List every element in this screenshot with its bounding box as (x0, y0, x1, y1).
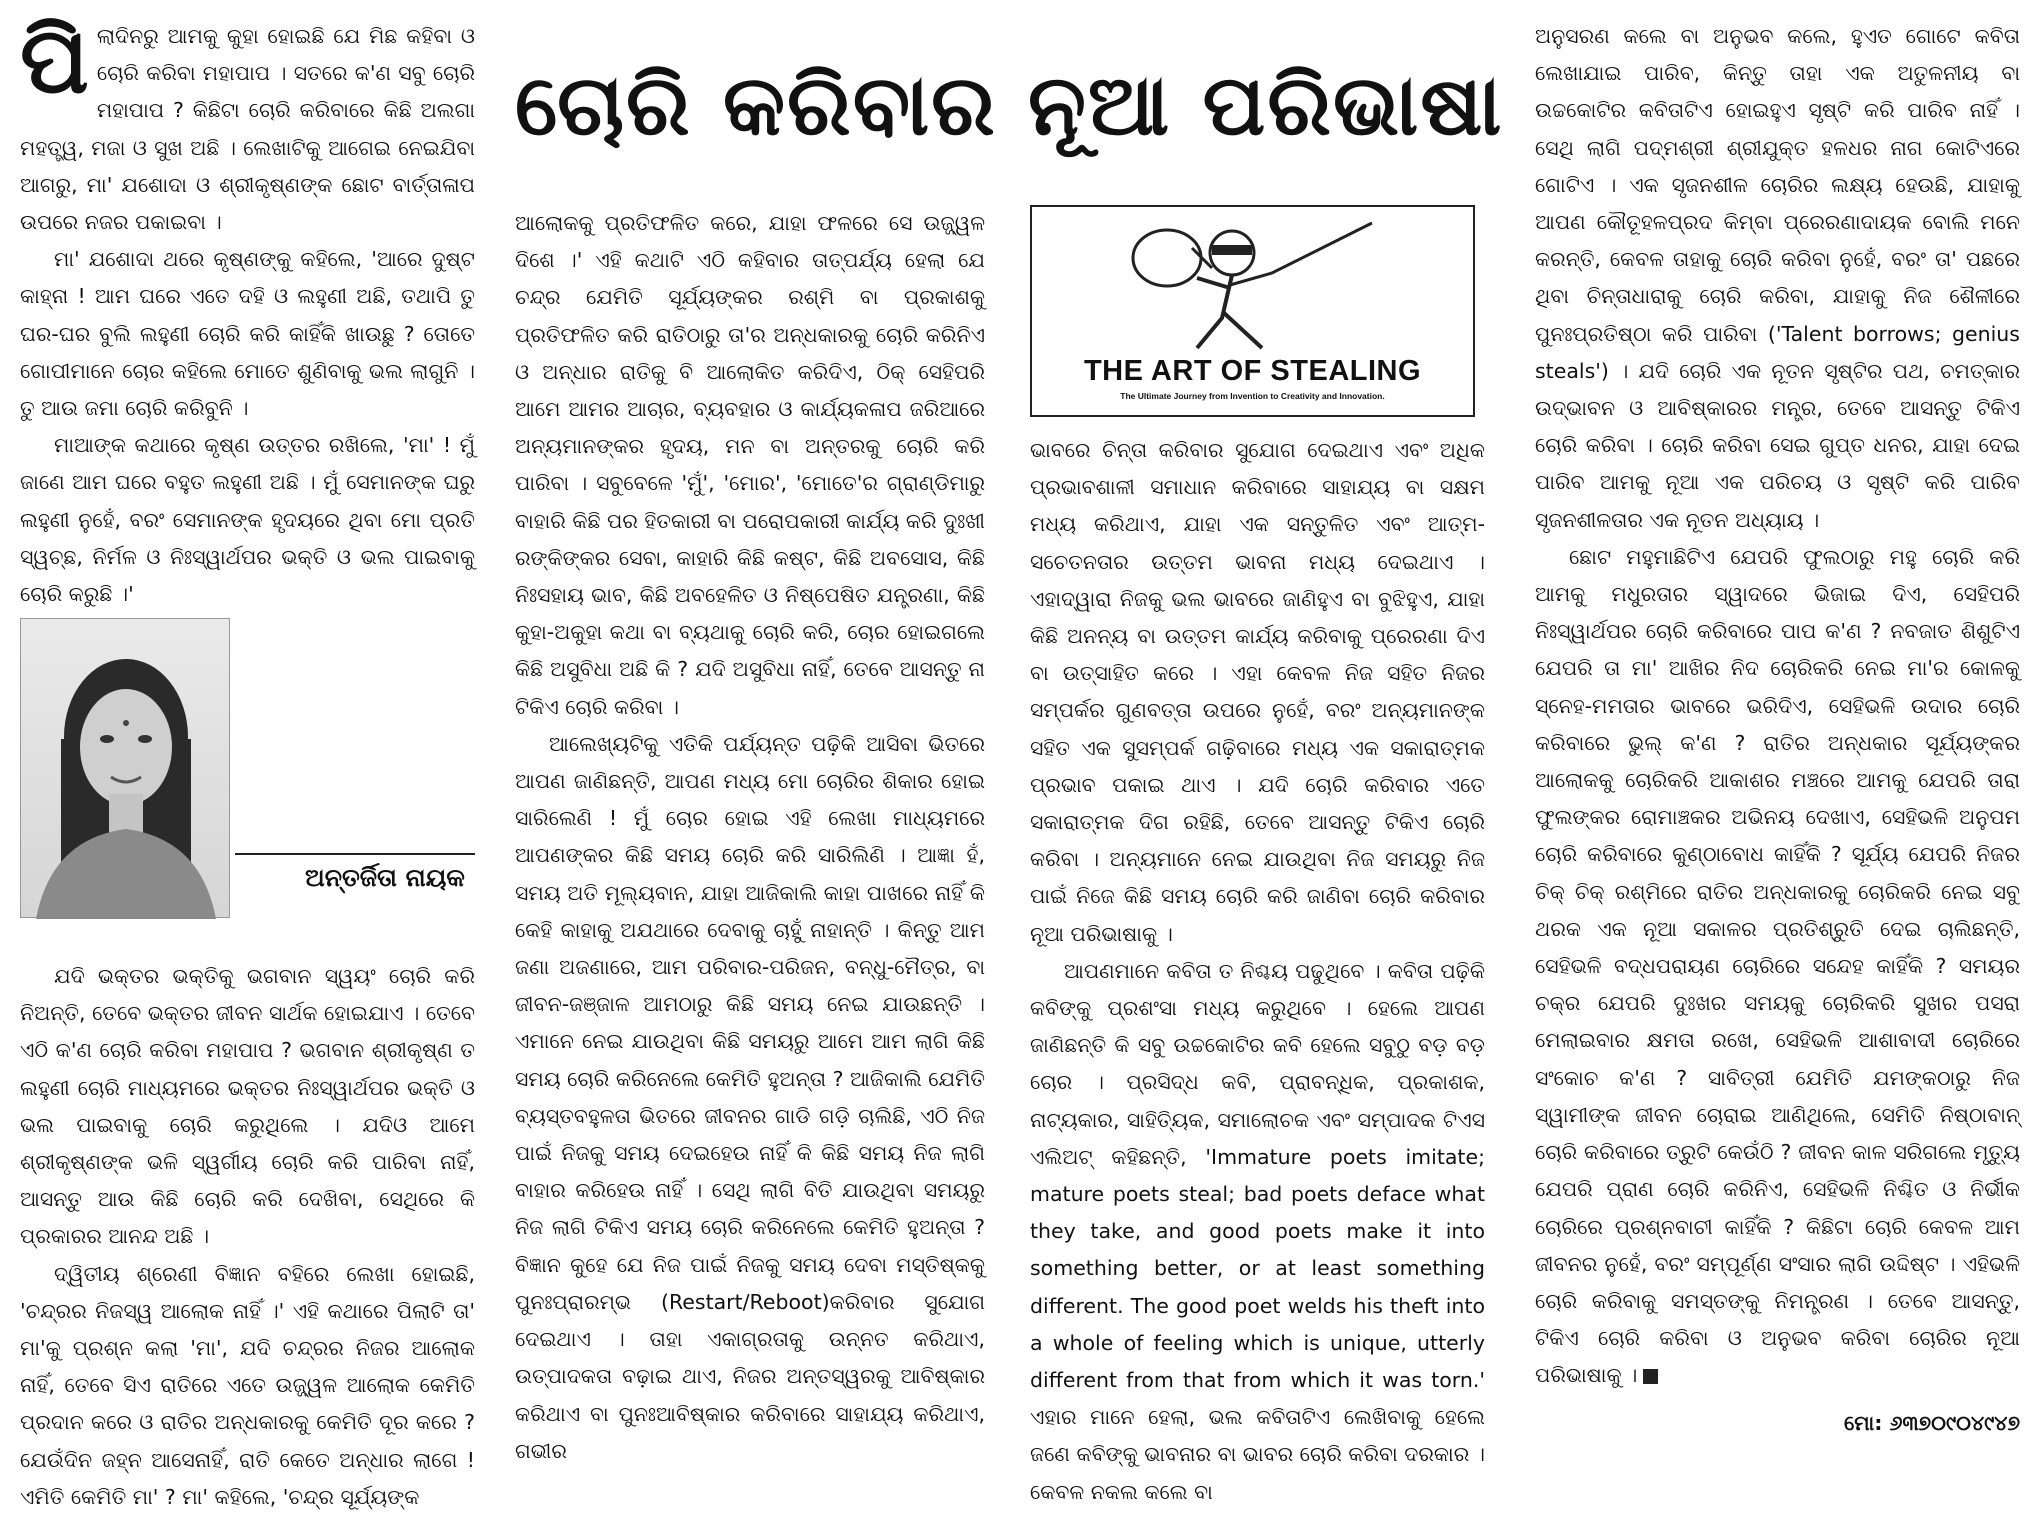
article-paragraph: ପିଲାଦିନରୁ ଆମକୁ କୁହା ହୋଇଛି ଯେ ମିଛ କହିବା ଓ ଚୋରି କରିବା ମହାପାପ । ସତରେ କ'ଣ ସବୁ ଚୋରି ମହାପାପ ? କିଛିଟା ଚୋରି କରିବାରେ କିଛି ଅଲଗା ମହତ୍ତ୍ୱ, ମଜା ଓ ସୁଖ ଅଛି । ଲେଖାଟିକୁ ଆଗେଇ ନେଇଯିବା ଆଗରୁ, ମା' ଯଶୋଦା ଓ ଶ୍ରୀକୃଷ୍ଣଙ୍କ ଛୋଟ ବାର୍ତ୍ତାଳାପ ଉପରେ ନଜର ପକାଇବା । (20, 7, 475, 235)
article-paragraph: ମାଆଙ୍କ କଥାରେ କୃଷ୍ଣ ଉତ୍ତର ରଖିଲେ, 'ମା' ! ମୁଁ ଜାଣେ ଆମ ଘରେ ବହୁତ ଲହୁଣୀ ଅଛି । ମୁଁ ସେମାନଙ୍କ ଘରୁ ଲହୁଣୀ ନୁହେଁ, ବରଂ ସେମାନଙ୍କ ହୃଦୟରେ ଥିବା ମୋ ପ୍ରତି ସ୍ୱଚ୍ଛ, ନିର୍ମଳ ଓ ନିଃସ୍ୱାର୍ଥପର ଭକ୍ତି ଓ ଭଲ ପାଇବାକୁ ଚୋରି କରୁଛି ।' (20, 433, 475, 607)
article-paragraph: ଆଲେଖ୍ୟଟିକୁ ଏତିକି ପର୍ଯ୍ୟନ୍ତ ପଢ଼ିକି ଆସିବା ଭିତରେ ଆପଣ ଜାଣିଛନ୍ତି, ଆପଣ ମଧ୍ୟ ମୋ ଚୋରିର ଶିକାର ହୋଇ ସାରିଲେଣି ! ମୁଁ ଚୋର ହୋଇ ଏହି ଲେଖା ମାଧ୍ୟମରେ ଆପଣଙ୍କର କିଛି ସମୟ ଚୋରି କରି ସାରିଲିଣି । ଆଜ୍ଞା ହଁ, ସମୟ ଅତି ମୂଲ୍ୟବାନ, ଯାହା ଆଜିକାଲି କାହା ପାଖରେ ନାହିଁ କି କେହି କାହାକୁ ଅଯଥାରେ ଦେବାକୁ ଚାହୁଁ ନାହାନ୍ତି । କିନ୍ତୁ ଆମ ଜଣା ଅଜଣାରେ, ଆମ ପରିବାର-ପରିଜନ, ବନ୍ଧୁ-ମୈତ୍ର, ବା ଜୀବନ-ଜଞ୍ଜାଳ ଆମଠାରୁ କିଛି ସମୟ ନେଇ ଯାଉଛନ୍ତି । ଏମାନେ ନେଇ ଯାଉଥିବା କିଛି ସମୟରୁ ଆମେ ଆମ ଲାଗି କିଛି ସମୟ ଚୋରି କରିନେଲେ କେମିତି ହୁଅନ୍ତା ? ଆଜିକାଲି ଯେମିତି ବ୍ୟସ୍ତବହୁଳତା ଭିତରେ ଜୀବନର ଗାଡି ଗଡ଼ି ଚାଲିଛି, ଏଠି ନିଜ ପାଇଁ ନିଜକୁ ସମୟ ଦେଇହେଉ ନାହିଁ କି କିଛି ସମୟ ନିଜ ଲାଗି ବାହାର କରିହେଉ ନାହିଁ । ସେଥି ଲାଗି ବିତି ଯାଉଥିବା ସମୟରୁ ନିଜ ଲାଗି ଟିକିଏ ସମୟ ଚୋରି କରିନେଲେ କେମିତି ହୁଅନ୍ତା ? ବିଜ୍ଞାନ କୁହେ ଯେ ନିଜ ପାଇଁ ନିଜକୁ ସମୟ ଦେବା ମସ୍ତିଷ୍କକୁ ପୁନଃପ୍ରାରମ୍ଭ (Restart/Reboot)କରିବାର ସୁଯୋଗ ଦେଇଥାଏ । ତାହା ଏକାଗ୍ରତାକୁ ଉନ୍ନତ କରିଥାଏ, ଉତ୍ପାଦକତା ବଢ଼ାଇ ଥାଏ, ନିଜର ଅନ୍ତସ୍ୱରକୁ ଆବିଷ୍କାର କରିଥାଏ ବା ପୁନଃଆବିଷ୍କାର କରିବାରେ ସାହାଯ୍ୟ କରିଥାଏ, ଗଭୀର (515, 731, 985, 1463)
column-3 (1030, 432, 1485, 1504)
author-phone: ମୋ: ୬୩୭୦୯୦୪୯୪୭ (1843, 1411, 2020, 1435)
article-paragraph: ଦ୍ୱିତୀୟ ଶ୍ରେଣୀ ବିଜ୍ଞାନ ବହିରେ ଲେଖା ହୋଇଛି, 'ଚନ୍ଦ୍ରର ନିଜସ୍ୱ ଆଲୋକ ନାହିଁ ।' ଏହି କଥାରେ ପିଲାଟି ତା' ମା'କୁ ପ୍ରଶ୍ନ କଲା 'ମା', ଯଦି ଚନ୍ଦ୍ରର ନିଜର ଆଲୋକ ନାହିଁ, ତେବେ ସିଏ ରାତିରେ ଏତେ ଉଜ୍ଜ୍ୱଳ ଆଲୋକ କେମିତି ପ୍ରଦାନ କରେ ଓ ରାତିର ଅନ୍ଧକାରକୁ କେମିତି ଦୂର କରେ ? ଯେଉଁଦିନ ଜହ୍ନ ଆସେନାହିଁ, ରାତି କେତେ ଅନ୍ଧାର ଲାଗେ ! ଏମିତି କେମିତି ମା' ? ମା' କହିଲେ, 'ଚନ୍ଦ୍ର ସୂର୍ଯ୍ୟଙ୍କ (20, 1261, 475, 1509)
graphic-subtitle: The Ultimate Journey from Invention to Creativity and Innovation. (1120, 391, 1385, 401)
author-portrait-icon (21, 619, 231, 919)
article-paragraph: ଛୋଟ ମହୁମାଛିଟିଏ ଯେପରି ଫୁଲଠାରୁ ମହୁ ଚୋରି କରି ଆମକୁ ମଧୁରତାର ସ୍ୱାଦରେ ଭିଜାଇ ଦିଏ, ସେହିପରି ନିଃସ୍ୱାର୍ଥପର ଚୋରି କରିବାରେ ପାପ କ'ଣ ? ନବଜାତ ଶିଶୁଟିଏ ଯେପରି ତା ମା' ଆଖିର ନିଦ ଚୋରିକରି ନେଇ ମା'ର କୋଳକୁ ସ୍ନେହ-ମମତାର ଭାବରେ ଭରିଦିଏ, ସେହିଭଳି ଉଦାର ଚୋରି କରିବାରେ ଭୁଲ୍ କ'ଣ ? ରାତିର ଅନ୍ଧକାର ସୂର୍ଯ୍ୟଙ୍କର ଆଲୋକକୁ ଚୋରିକରି ଆକାଶର ମଞ୍ଚରେ ଆମକୁ ଯେପରି ତାରା ଫୁଲଙ୍କର ରୋମାଞ୍ଚକର ଅଭିନୟ ଦେଖାଏ, ସେହିଭଳି ଅନୁପମ ଚୋରି କରିବାରେ କୁଣ୍ଠାବୋଧ କାହିଁକି ? ସୂର୍ଯ୍ୟ ଯେପରି ନିଜର ଚିକ୍ ଚିକ୍ ରଶ୍ମିରେ ରାତିର ଅନ୍ଧକାରକୁ ଚୋରିକରି ନେଇ ସବୁ ଥରକ ଏକ ନୂଆ ସକାଳର ପ୍ରତିଶ୍ରୁତି ଦେଇ ଚାଲିଛନ୍ତି, ସେହିଭଳି ବଦ୍ଧପରାୟଣ ଚୋରିରେ ସନ୍ଦେହ କାହିଁକି ? ସମୟର ଚକ୍ର ଯେପରି ଦୁଃଖର ସମୟକୁ ଚୋରିକରି ସୁଖର ପସରା ମେଲାଇବାର କ୍ଷମତା ରଖେ, ସେହିଭଳି ଆଶାବାଦୀ ଚୋରିରେ ସଂକୋଚ କ'ଣ ? ସାବିତ୍ରୀ ଯେମିତି ଯମଙ୍କଠାରୁ ନିଜ ସ୍ୱାମୀଙ୍କ ଜୀବନ ଚୋରାଇ ଆଣିଥିଲେ, ସେମିତି ନିଷ୍ଠାବାନ୍ ଚୋରି କରିବାରେ ତ୍ରୁଟି କେଉଁଠି ? ଜୀବନ କାଳ ସରିଗଲେ ମୃତ୍ୟୁ ଯେପରି ପ୍ରାଣ ଚୋରି କରିନିଏ, ସେହିଭଳି ନିଶ୍ଚିତ ଓ ନିର୍ଭୀକ ଚୋରିରେ ପ୍ରଶ୍ନବାଚୀ କାହିଁକି ? କିଛିଟା ଚୋରି କେବଳ ଆମ ଜୀବନର ନୁହେଁ, ବରଂ ସମ୍ପୂର୍ଣ୍ଣ ସଂସାର ଲାଗି ଉଦ୍ଦିଷ୍ଟ । ଏହିଭଳି ଚୋରି କରିବାକୁ ସମସ୍ତଙ୍କୁ ନିମନ୍ତ୍ରଣ । ତେବେ ଆସନ୍ତୁ, ଟିକିଏ ଚୋରି କରିବା ଓ ଅନୁଭବ କରିବା ଚୋରିର ନୂଆ ପରିଭାଷାକୁ । (1535, 544, 2020, 1388)
graphic-title: THE ART OF STEALING (1083, 355, 1422, 387)
headline: ଚୋରି କରିବାର ନୂଆ ପରିଭାଷା (515, 56, 1504, 154)
article-paragraph: ଆଲୋକକୁ ପ୍ରତିଫଳିତ କରେ, ଯାହା ଫଳରେ ସେ ଉଜ୍ଜ୍ୱଳ ଦିଶେ ।' ଏହି କଥାଟି ଏଠି କହିବାର ତାତ୍ପର୍ଯ୍ୟ ହେଲା ଯେ ଚନ୍ଦ୍ର ଯେମିତି ସୂର୍ଯ୍ୟଙ୍କର ରଶ୍ମି ବା ପ୍ରକାଶକୁ ପ୍ରତିଫଳିତ କରି ରାତିଠାରୁ ତା'ର ଅନ୍ଧକାରକୁ ଚୋରି କରିନିଏ ଓ ଅନ୍ଧାର ରାତିକୁ ବି ଆଲୋକିତ କରିଦିଏ, ଠିକ୍ ସେହିପରି ଆମେ ଆମର ଆଚାର, ବ୍ୟବହାର ଓ କାର୍ଯ୍ୟକଳାପ ଜରିଆରେ ଅନ୍ୟମାନଙ୍କର ହୃଦୟ, ମନ ବା ଅନ୍ତରକୁ ଚୋରି କରି ପାରିବା । ସବୁବେଳେ 'ମୁଁ', 'ମୋର', 'ମୋତେ'ର ଗ୍ରାଣ୍ଡିମାରୁ ବାହାରି କିଛି ପର ହିତକାରୀ ବା ପରୋପକାରୀ କାର୍ଯ୍ୟ କରି ଦୁଃଖୀ ରଙ୍କିଙ୍କର ସେବା, କାହାରି କିଛି କଷ୍ଟ, କିଛି ଅବସୋସ, କିଛି ନିଃସହାୟ ଭାବ, କିଛି ଅବହେଳିତ ଓ ନିଷ୍ପେଷିତ ଯନ୍ତ୍ରଣା, କିଛି କୁହା-ଅକୁହା କଥା ବା ବ୍ୟଥାକୁ ଚୋରି କରି, ଚୋର ହୋଇଗଲେ କିଛି ଅସୁବିଧା ଅଛି କି ? ଯଦି ଅସୁବିଧା ନାହିଁ, ତେବେ ଆସନ୍ତୁ ନା ଟିକିଏ ଚୋରି କରିବା । (515, 211, 985, 719)
article-paragraph: ଯଦି ଭକ୍ତର ଭକ୍ତିକୁ ଭଗବାନ ସ୍ୱୟଂ ଚୋରି କରି ନିଅନ୍ତି, ତେବେ ଭକ୍ତର ଜୀବନ ସାର୍ଥକ ହୋଇଯାଏ । ତେବେ ଏଠି କ'ଣ ଚୋରି କରିବା ମହାପାପ ? ଭଗବାନ ଶ୍ରୀକୃଷ୍ଣ ତ ଲହୁଣୀ ଚୋରି ମାଧ୍ୟମରେ ଭକ୍ତର ନିଃସ୍ୱାର୍ଥପର ଭକ୍ତି ଓ ଭଲ ପାଇବାକୁ ଚୋରି କରୁଥିଲେ । ଯଦିଓ ଆମେ ଶ୍ରୀକୃଷ୍ଣଙ୍କ ଭଳି ସ୍ୱର୍ଗୀୟ ଚୋରି କରି ପାରିବା ନାହିଁ, ଆସନ୍ତୁ ଆଉ କିଛି ଚୋରି କରି ଦେଖିବା, ସେଥିରେ କି ପ୍ରକାରର ଆନନ୍ଦ ଅଛି । (20, 964, 475, 1249)
column-2 (515, 205, 985, 1463)
art-of-stealing-graphic (1030, 205, 1475, 417)
author-name: ଅନ୍ତର୍ଜିତା ନାୟକ (305, 863, 465, 892)
column-1-bottom (20, 958, 475, 1509)
author-photo (20, 618, 230, 918)
author-rule (235, 853, 475, 855)
drop-cap: ପି (20, 7, 89, 114)
article-paragraph: ଭାବରେ ଚିନ୍ତା କରିବାର ସୁଯୋଗ ଦେଇଥାଏ ଏବଂ ଅଧିକ ପ୍ରଭାବଶାଳୀ ସମାଧାନ କରିବାରେ ସାହାଯ୍ୟ ବା ସକ୍ଷମ ମଧ୍ୟ କରିଥାଏ, ଯାହା ଏକ ସନ୍ତୁଳିତ ଏବଂ ଆତ୍ମ-ସଚେତନତାର ଉତ୍ତମ ଭାବନା ମଧ୍ୟ ଦେଇଥାଏ । ଏହାଦ୍ୱାରା ନିଜକୁ ଭଲ ଭାବରେ ଜାଣିହୁଏ ବା ବୁଝିହୁଏ, ଯାହା କିଛି ଅନନ୍ୟ ବା ଉତ୍ତମ କାର୍ଯ୍ୟ କରିବାକୁ ପ୍ରେରଣା ଦିଏ ବା ଉତ୍ସାହିତ କରେ । ଏହା କେବଳ ନିଜ ସହିତ ନିଜର ସମ୍ପର୍କର ଗୁଣବତ୍ତା ଉପରେ ନୁହେଁ, ବରଂ ଅନ୍ୟମାନଙ୍କ ସହିତ ଏକ ସୁସମ୍ପର୍କ ଗଢ଼ିବାରେ ମଧ୍ୟ ଏକ ସକାରାତ୍ମକ ପ୍ରଭାବ ପକାଇ ଥାଏ । ଯଦି ଚୋରି କରିବାର ଏତେ ସକାରାତ୍ମକ ଦିଗ ରହିଛି, ତେବେ ଆସନ୍ତୁ ଟିକିଏ ଚୋରି କରିବା । ଅନ୍ୟମାନେ ନେଇ ଯାଉଥିବା ନିଜ ସମୟରୁ ନିଜ ପାଇଁ ନିଜେ କିଛି ସମୟ ଚୋରି କରି ଜାଣିବା ଚୋରି କରିବାର ନୂଆ ପରିଭାଷାକୁ । (1030, 438, 1485, 946)
column-4 (1535, 18, 2020, 1403)
article-paragraph: ଅନୁସରଣ କଲେ ବା ଅନୁଭବ କଲେ, ହୁଏତ ଗୋଟେ କବିତା ଲେଖାଯାଇ ପାରିବ, କିନ୍ତୁ ତାହା ଏକ ଅତୁଳନୀୟ ବା ଉଚ୍ଚକୋଟିର କବିତାଟିଏ ହୋଇହୁଏ ସୃଷ୍ଟି କରି ପାରିବ ନାହିଁ । ସେଥି ଲାଗି ପଦ୍ମଶ୍ରୀ ଶ୍ରୀଯୁକ୍ତ ହଳଧର ନାଗ କୋଟିଏରେ ଗୋଟିଏ । ଏକ ସୃଜନଶୀଳ ଚୋରିର ଲକ୍ଷ୍ୟ ହେଉଛି, ଯାହାକୁ ଆପଣ କୌତୂହଳପ୍ରଦ କିମ୍ବା ପ୍ରେରଣାଦାୟକ ବୋଲି ମନେ କରନ୍ତି, କେବଳ ତାହାକୁ ଚୋରି କରିବା ନୁହେଁ, ବରଂ ତା' ପଛରେ ଥିବା ଚିନ୍ତାଧାରାକୁ ଚୋରି କରିବା, ଯାହାକୁ ନିଜ ଶୈଳୀରେ ପୁନଃପ୍ରତିଷ୍ଠା କରି ପାରିବା ('Talent borrows; genius steals') । ଯଦି ଚୋରି ଏକ ନୂତନ ସୃଷ୍ଟିର ପଥ, ଚମତ୍କାର ଉଦ୍ଭାବନ ଓ ଆବିଷ୍କାରର ମନ୍ତ୍ର, ତେବେ ଆସନ୍ତୁ ଟିକିଏ ଚୋରି କରିବା । ଚୋରି କରିବା ସେଇ ଗୁପ୍ତ ଧନର, ଯାହା ଦେଇ ପାରିବ ଆମକୁ ନୂଆ ଏକ ପରିଚୟ ଓ ସୃଷ୍ଟି କରି ପାରିବ ସୃଜନଶୀଳତାର ଏକ ନୂତନ ଅଧ୍ୟାୟ । (1535, 24, 2020, 532)
article-paragraph: ମା' ଯଶୋଦା ଥରେ କୃଷ୍ଣଙ୍କୁ କହିଲେ, 'ଆରେ ଦୁଷ୍ଟ କାହ୍ନା ! ଆମ ଘରେ ଏତେ ଦହି ଓ ଲହୁଣୀ ଅଛି, ତଥାପି ତୁ ଘର-ଘର ବୁଲି ଲହୁଣୀ ଚୋରି କରି କାହିଁକି ଖାଉଛୁ ? ତୋତେ ଗୋପୀମାନେ ଚୋର କହିଲେ ମୋତେ ଶୁଣିବାକୁ ଭଲ ଲାଗୁନି । ତୁ ଆଉ ଜମା ଚୋରି କରିବୁନି । (20, 247, 475, 421)
thief-figure-icon (1112, 213, 1392, 353)
end-mark-icon (1643, 1369, 1658, 1384)
column-1-top (20, 7, 475, 613)
article-paragraph: ଆପଣମାନେ କବିତା ତ ନିଶ୍ଚୟ ପଢୁଥିବେ । କବିତା ପଢ଼ିକି କବିଙ୍କୁ ପ୍ରଶଂସା ମଧ୍ୟ କରୁଥିବେ । ହେଲେ ଆପଣ ଜାଣିଛନ୍ତି କି ସବୁ ଉଚ୍ଚକୋଟିର କବି ହେଲେ ସବୁଠୁ ବଡ଼ ବଡ଼ ଚୋର । ପ୍ରସିଦ୍ଧ କବି, ପ୍ରାବନ୍ଧିକ, ପ୍ରକାଶକ, ନାଟ୍ୟକାର, ସାହିତ୍ୟିକ, ସମାଲୋଚକ ଏବଂ ସମ୍ପାଦକ ଟିଏସ ଏଲିଅଟ୍ କହିଛନ୍ତି, 'Immature poets imitate; mature poets steal; bad poets deface what they take, and good poets make it into something better, or at least something different. The good poet welds his theft into a whole of feeling which is unique, utterly different from that from which it was torn.' ଏହାର ମାନେ ହେଲା, ଭଲ କବିତାଟିଏ ଲେଖିବାକୁ ହେଲେ ଜଣେ କବିଙ୍କୁ ଭାବନାର ବା ଭାବର ଚୋରି କରିବା ଦରକାର । କେବଳ ନକଲ କଲେ ବା (1030, 958, 1485, 1504)
